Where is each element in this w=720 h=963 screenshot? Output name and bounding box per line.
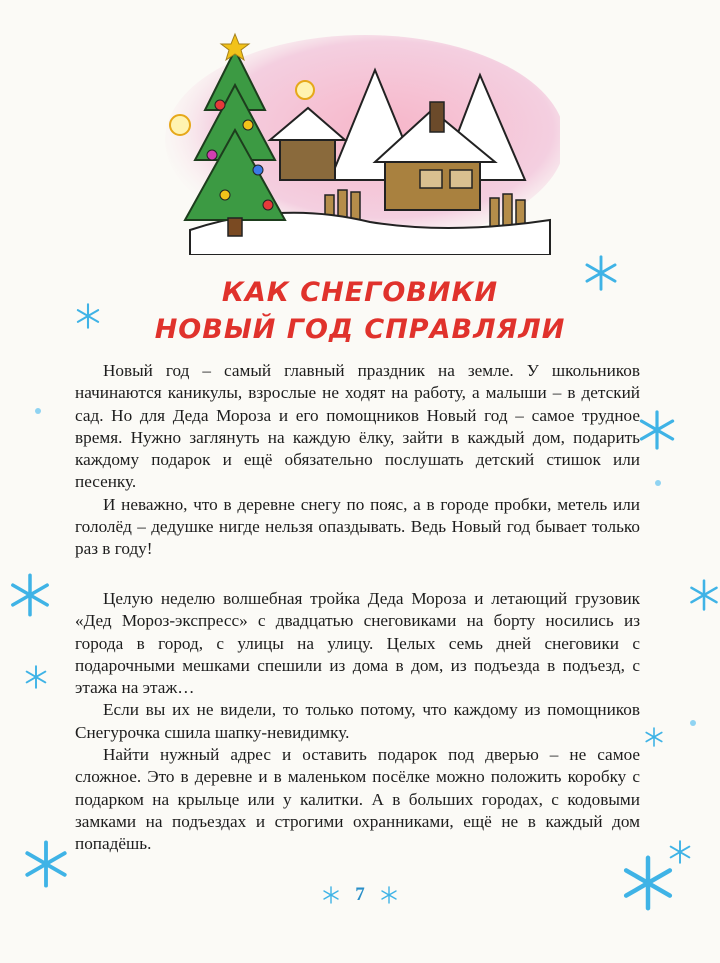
page-number: 7 (355, 884, 365, 905)
snowflake-icon (24, 665, 48, 689)
paragraph: Новый год – самый главный праздник на земле. У школьников начинаются каникулы, взрослые не ходят на работу, а малыши – в детский сад. Но для Деда Мороза и его помощников Новый год – самое трудное время. Нужно заглянуть на каждую ёлку, зайти в каждый дом, подарить каждому подарок и ещё обязательно послушать детский стишок или песенку. (75, 361, 640, 492)
snowflake-icon (644, 727, 664, 747)
page-number-area (300, 880, 420, 910)
paragraph: И неважно, что в деревне снегу по пояс, а в городе пробки, метель или гололёд – дедушке нигде нельзя опаздывать. Ведь Новый год бывает только раз в году! (75, 494, 640, 559)
snowflake-icon (8, 573, 52, 617)
paragraph: Если вы их не видели, то только потому, что каждому из помощников Снегурочка сшила шапку-невидимку. (75, 700, 640, 742)
snowflake-icon (583, 255, 619, 291)
snowflake-icon (668, 840, 692, 864)
snowflake-icon (75, 303, 101, 329)
decorative-dot (690, 720, 696, 726)
winter-village-illustration (150, 30, 560, 255)
paragraph: Целую неделю волшебная тройка Деда Мороза и летающий грузовик «Дед Мороз-экспресс» с двадцатью снеговиками на борту носились из города в город, с улицы на улицу. Целых семь дней снеговики с подарочными мешками спешили из дома в дом, из подъезда в подъезд, с этажа на этаж… (75, 589, 640, 698)
snowflake-icon (688, 575, 720, 615)
title-line-1: КАК СНЕГОВИКИ (221, 277, 499, 308)
title-line-2: НОВЫЙ ГОД СПРАВЛЯЛИ (154, 314, 566, 345)
text-block-1 (75, 360, 640, 561)
snowflake-icon (22, 840, 70, 888)
text-block-2 (75, 588, 640, 856)
snowflake-icon (379, 885, 399, 905)
decorative-dot (655, 480, 661, 486)
decorative-dot (35, 408, 41, 414)
paragraph: Найти нужный адрес и оставить подарок под дверью – не самое сложное. Это в деревне и в маленьком посёлке можно положить коробку с подарком на крыльце или у калитки. А в больших городах, с кодовыми замками на подъездах и строгими охранниками, ещё не в каждый дом попадёшь. (75, 745, 640, 854)
snowflake-icon (321, 885, 341, 905)
snowflake-icon (637, 410, 677, 450)
